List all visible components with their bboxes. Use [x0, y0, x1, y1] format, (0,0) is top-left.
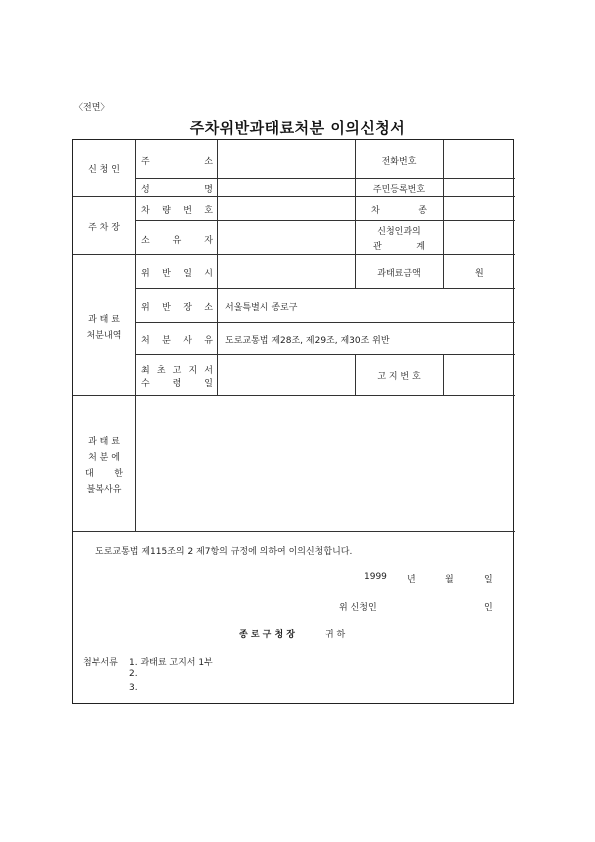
form-title: 주차위반과태료처분 이의신청서 [189, 119, 406, 137]
objection-label-line1: 과 태 료 [88, 437, 120, 447]
notice-receipt-label-line2: 수 령 일 [141, 379, 213, 389]
resident-number-value[interactable] [449, 182, 509, 194]
relation-label-line1: 신청인과의 [377, 227, 421, 237]
vehicle-section-label: 주 차 장 [88, 223, 120, 233]
attachments-label: 첨부서류 [83, 658, 118, 668]
vehicle-type-label: 차 종 [371, 206, 427, 216]
row-divider [135, 322, 515, 323]
month-unit: 월 [445, 575, 454, 585]
notice-number-label: 고 지 번 호 [377, 372, 421, 382]
row-divider [135, 178, 515, 179]
day-unit: 일 [484, 575, 493, 585]
penalty-amount-unit: 원 [475, 269, 484, 279]
plate-number-label: 차 량 번 호 [141, 206, 213, 216]
row-divider [135, 354, 515, 355]
column-divider [217, 140, 218, 395]
column-divider [443, 354, 444, 395]
owner-label: 소 유 자 [141, 236, 213, 246]
objection-label-line2: 처 분 에 [88, 453, 120, 463]
column-divider [443, 140, 444, 288]
applicant-section-label: 신 청 인 [88, 165, 120, 175]
violation-datetime-label: 위 반 일 시 [141, 269, 213, 279]
signer-label: 위 신청인 [339, 603, 377, 613]
penalty-section-label-line2: 처분내역 [86, 331, 122, 341]
objection-label-line3: 대 한 [85, 469, 123, 479]
attachment-item-3: 3. [129, 683, 138, 693]
violation-place-label: 위 반 장 소 [141, 303, 213, 313]
violation-datetime-value[interactable] [223, 266, 349, 278]
phone-value[interactable] [449, 154, 509, 166]
column-divider [135, 140, 136, 531]
honorific-label: 귀 하 [325, 630, 346, 640]
relation-value[interactable] [449, 231, 509, 243]
objection-statement: 도로교통법 제115조의 2 제7항의 규정에 의하여 이의신청합니다. [95, 547, 353, 557]
front-side-label: 〈전면〉 [74, 103, 110, 113]
notice-receipt-label-line1: 최 초 고 지 서 [141, 366, 213, 376]
violation-place-value[interactable]: 서울특별시 종로구 [225, 303, 298, 313]
plate-number-value[interactable] [223, 203, 349, 215]
address-label: 주 소 [141, 157, 213, 167]
objection-form [72, 139, 514, 704]
seal-mark: 인 [484, 603, 493, 613]
year-unit: 년 [407, 575, 416, 585]
objection-label-line4: 불복사유 [86, 485, 122, 495]
objection-reason-field[interactable] [141, 402, 509, 524]
notice-number-value[interactable] [449, 369, 509, 381]
name-value[interactable] [223, 182, 349, 194]
resident-number-label: 주민등록번호 [372, 185, 426, 195]
row-divider [135, 288, 515, 289]
vehicle-type-value[interactable] [449, 203, 509, 215]
owner-value[interactable] [223, 233, 349, 245]
row-divider [135, 220, 515, 221]
penalty-amount-label: 과태료금액 [377, 269, 421, 279]
section-divider [73, 531, 515, 532]
disposition-reason-label: 처 분 사 유 [141, 336, 213, 346]
section-divider [73, 254, 515, 255]
section-divider [73, 395, 515, 396]
recipient-label: 종 로 구 청 장 [239, 630, 296, 640]
notice-receipt-value[interactable] [223, 369, 349, 381]
disposition-reason-value[interactable]: 도로교통법 제28조, 제29조, 제30조 위반 [225, 336, 390, 346]
name-label: 성 명 [141, 185, 213, 195]
year-value: 1999 [364, 572, 387, 582]
relation-label-line2: 관 계 [373, 242, 425, 252]
attachment-item-2: 2. [129, 669, 138, 679]
section-divider [73, 196, 515, 197]
phone-label: 전화번호 [381, 157, 417, 167]
address-value[interactable] [223, 154, 349, 166]
penalty-section-label-line1: 과 태 료 [88, 315, 120, 325]
attachment-item-1: 1. 과태료 고지서 1부 [129, 658, 213, 668]
